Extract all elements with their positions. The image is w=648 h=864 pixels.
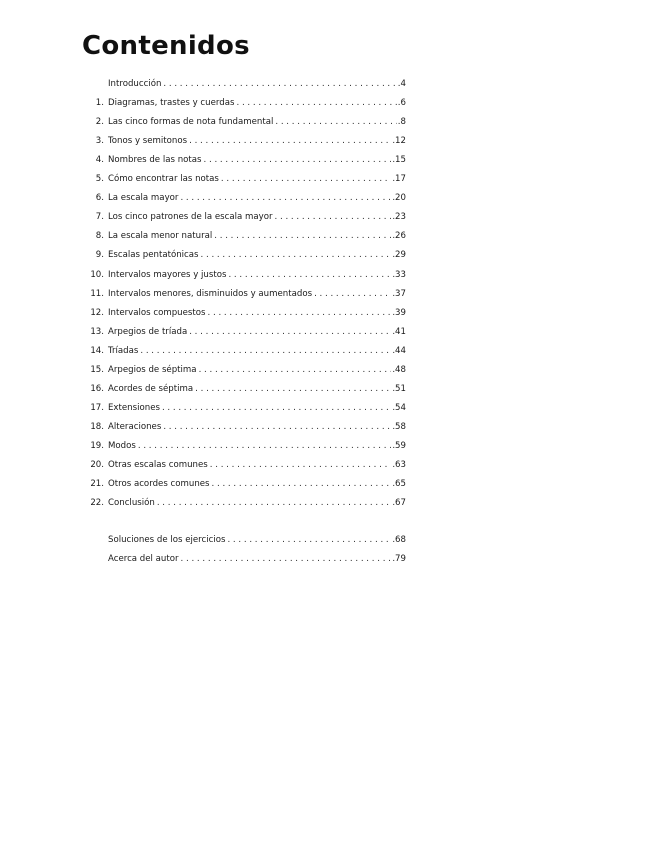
toc-entry[interactable]	[80, 533, 406, 547]
toc-entry-number: 5.	[95, 174, 104, 185]
toc-entry-title: Otros acordes comunes	[108, 479, 210, 490]
toc-entry-page: .37	[392, 288, 406, 299]
toc-entry[interactable]	[80, 458, 406, 472]
toc-entry-title: Cómo encontrar las notas	[108, 174, 219, 185]
toc-entry-page: .33	[392, 269, 406, 280]
toc-dot-leader	[214, 229, 391, 243]
toc-entry[interactable]	[80, 134, 406, 148]
toc-entry-number: 15.	[90, 364, 104, 375]
toc-entry-number: 22.	[90, 498, 104, 509]
toc-entry-title: Conclusión	[108, 498, 155, 509]
toc-dot-leader	[208, 306, 392, 320]
toc-dot-leader	[221, 172, 391, 186]
toc-dot-leader	[210, 458, 392, 472]
toc-dot-leader	[275, 115, 396, 129]
toc-dot-leader	[181, 552, 392, 566]
toc-entry[interactable]	[80, 77, 406, 91]
toc-entry[interactable]	[80, 191, 406, 205]
toc-entry-page: .26	[392, 231, 406, 242]
toc-entry[interactable]	[80, 248, 406, 262]
toc-entry-page: .58	[392, 421, 406, 432]
toc-entry-page: .20	[392, 193, 406, 204]
toc-entry-page: .68	[392, 535, 406, 546]
toc-entry-page: .59	[392, 440, 406, 451]
toc-entry-page: .23	[392, 212, 406, 223]
toc-dot-leader	[314, 287, 391, 301]
toc-entry-number: 1.	[95, 98, 104, 109]
toc-entry[interactable]	[80, 382, 406, 396]
toc-entry-number: 3.	[95, 136, 104, 147]
toc-entry-page: .63	[392, 460, 406, 470]
toc-entry[interactable]	[80, 496, 406, 510]
toc-entry-title: Arpegios de séptima	[108, 364, 197, 375]
toc-entry[interactable]	[80, 325, 406, 339]
toc-entry-page: .54	[392, 402, 406, 413]
toc-dot-leader	[189, 325, 391, 339]
toc-dot-leader	[212, 477, 392, 491]
toc-entry-number: 11.	[90, 288, 104, 299]
toc-dot-leader	[138, 439, 391, 453]
toc-dot-leader	[199, 363, 392, 377]
toc-dot-leader	[157, 496, 391, 510]
toc-entry-number: 9.	[95, 250, 104, 261]
toc-entry-title: Diagramas, trastes y cuerdas	[108, 98, 235, 109]
toc-dot-leader	[163, 420, 391, 434]
toc-entry[interactable]	[80, 420, 406, 434]
toc-entry-page: .8	[397, 117, 406, 128]
toc-dot-leader	[180, 191, 391, 205]
toc-entry-title: Otras escalas comunes	[108, 460, 208, 470]
toc-entry-number: 21.	[90, 479, 104, 490]
toc-entry[interactable]	[80, 287, 406, 301]
toc-dot-leader	[227, 533, 391, 547]
toc-dot-leader	[204, 153, 392, 167]
toc-entry-number: 13.	[90, 326, 104, 337]
toc-entry-page: .51	[392, 383, 406, 394]
toc-entry-page: .15	[392, 155, 406, 166]
toc-entry-title: La escala mayor	[108, 193, 179, 204]
toc-dot-leader	[162, 401, 391, 415]
toc-entry-number: 18.	[90, 421, 104, 432]
toc-entry-number: 16.	[90, 383, 104, 394]
toc-entry-title: Introducción	[108, 79, 162, 89]
toc-entry-number: 19.	[90, 440, 104, 451]
toc-dot-leader	[195, 382, 391, 396]
toc-dot-leader	[189, 134, 391, 148]
toc-entry-page: .39	[392, 307, 406, 318]
toc-entry-title: Nombres de las notas	[108, 155, 202, 166]
toc-entry-page: .12	[392, 136, 406, 147]
toc-dot-leader	[140, 344, 391, 358]
toc-entry-number: 12.	[90, 307, 104, 318]
toc-entry[interactable]	[80, 401, 406, 415]
toc-entry[interactable]	[80, 210, 406, 224]
toc-entry[interactable]	[80, 552, 406, 566]
toc-entry-page: .48	[392, 364, 406, 375]
toc-entry-title: Alteraciones	[108, 421, 162, 432]
toc-entry-title: Tonos y semitonos	[108, 136, 188, 147]
toc-entry-page: .44	[392, 345, 406, 356]
toc-entry-title: Extensiones	[108, 402, 160, 413]
toc-entry-number: 20.	[90, 460, 104, 470]
toc-entry[interactable]	[80, 439, 406, 453]
toc-entry-title: Escalas pentatónicas	[108, 250, 199, 261]
toc-entry[interactable]	[80, 153, 406, 167]
toc-entry-title: Intervalos compuestos	[108, 307, 206, 318]
toc-entry-title: La escala menor natural	[108, 231, 213, 242]
toc-entry-number: 14.	[90, 345, 104, 356]
toc-entry[interactable]	[80, 115, 406, 129]
toc-entry-number: 10.	[90, 269, 104, 280]
toc-entry-page: .4	[397, 79, 406, 89]
toc-entry-page: .67	[392, 498, 406, 509]
toc-entry-number: 8.	[95, 231, 104, 242]
toc-entry-page: .65	[392, 479, 406, 490]
toc-entry-number: 2.	[95, 117, 104, 128]
toc-entry-title: Modos	[108, 440, 136, 451]
toc-entry[interactable]	[80, 363, 406, 377]
toc-entry[interactable]	[80, 172, 406, 186]
toc-entry-title: Acordes de séptima	[108, 383, 194, 394]
toc-entry-title: Intervalos mayores y justos	[108, 269, 227, 280]
toc-entry[interactable]	[80, 229, 406, 243]
page-title: Contenidos	[82, 31, 250, 61]
toc-entry-page: .79	[392, 554, 406, 565]
toc-dot-leader	[228, 268, 391, 282]
toc-dot-leader	[163, 77, 396, 91]
toc-entry-page: .17	[392, 174, 406, 185]
toc-entry-number: 7.	[95, 212, 104, 223]
toc-entry-page: .29	[392, 250, 406, 261]
toc-entry[interactable]	[80, 306, 406, 320]
toc-entry-number: 4.	[95, 155, 104, 166]
toc-entry-title: Los cinco patrones de la escala mayor	[108, 212, 273, 223]
toc-entry-number: 6.	[95, 193, 104, 204]
toc-entry-page: .6	[397, 98, 406, 109]
toc-entry[interactable]	[80, 268, 406, 282]
toc-entry-title: Intervalos menores, disminuidos y aumentados	[108, 288, 313, 299]
toc-entry-title: Arpegios de tríada	[108, 326, 188, 337]
toc-entry-number: 17.	[90, 402, 104, 413]
toc-entry[interactable]	[80, 96, 406, 110]
toc-dot-leader	[236, 96, 396, 110]
toc-entry-title: Las cinco formas de nota fundamental	[108, 117, 274, 128]
toc-entry-title: Tríadas	[108, 345, 139, 356]
toc-entry[interactable]	[80, 477, 406, 491]
toc-entry-page: .41	[392, 326, 406, 337]
toc-dot-leader	[275, 210, 392, 224]
toc-entry-title: Acerca del autor	[108, 554, 179, 565]
toc-entry[interactable]	[80, 344, 406, 358]
toc-entry-title: Soluciones de los ejercicios	[108, 535, 226, 546]
toc-dot-leader	[201, 248, 392, 262]
